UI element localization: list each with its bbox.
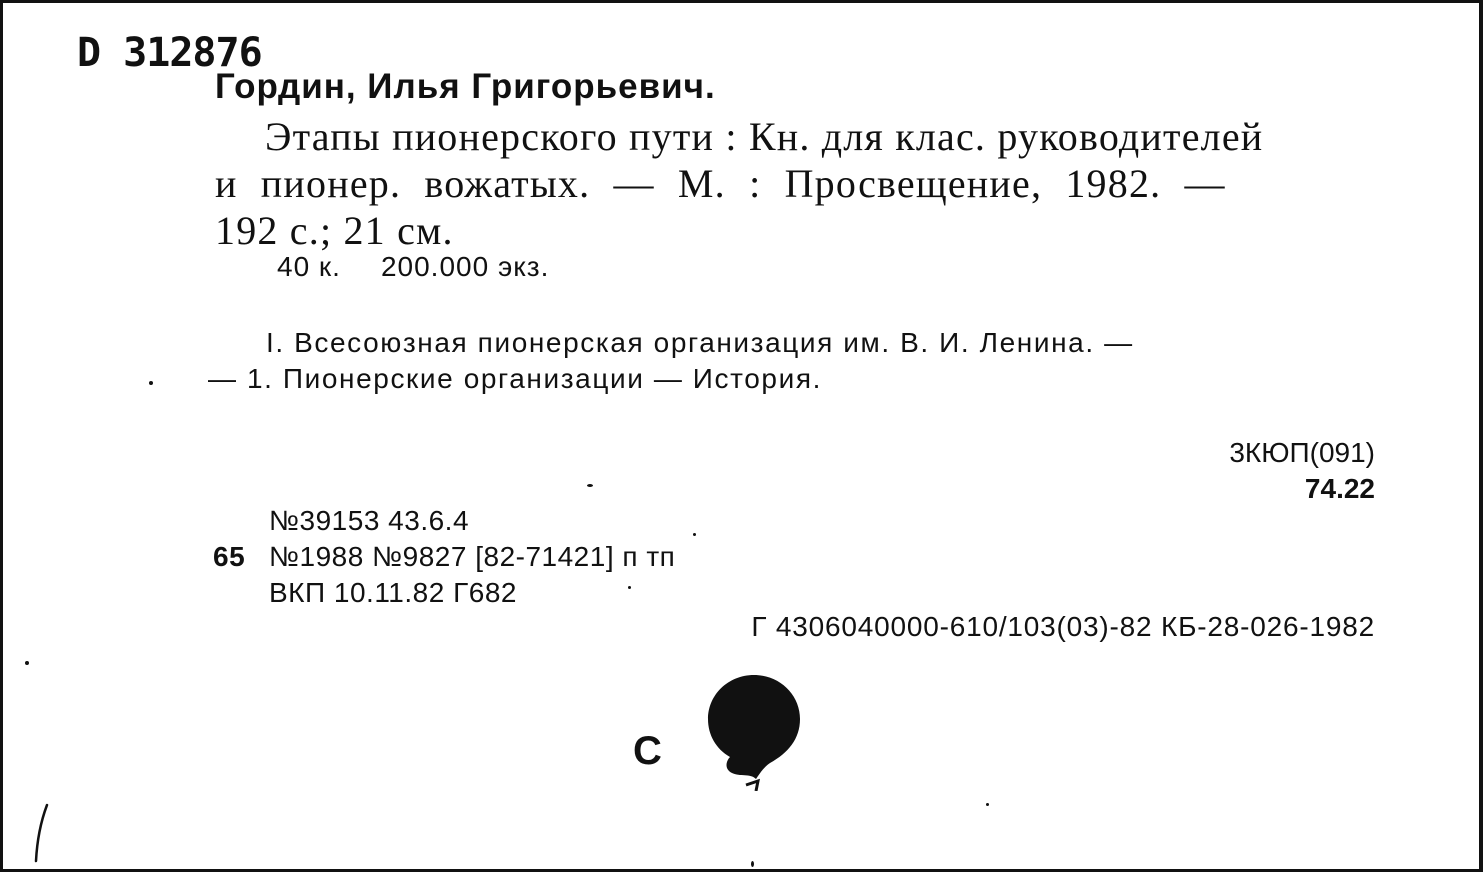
- registration-line: [213, 503, 675, 539]
- registration-line: [213, 575, 675, 611]
- speck: [587, 484, 593, 487]
- title-line: 192 с.; 21 см.: [215, 208, 454, 253]
- speck: [25, 661, 29, 665]
- registration-text: №1988 №9827 [82-71421] п тп: [269, 541, 676, 572]
- publisher-code-line: Г 4306040000-610/103(03)-82 КБ-28-026-1982: [751, 611, 1375, 642]
- registration-text: ВКП 10.11.82 Г682: [269, 577, 517, 608]
- speck: [751, 861, 754, 867]
- title-description: [215, 113, 1385, 254]
- subject-headings: [208, 325, 1134, 397]
- registration-text: №39153 43.6.4: [269, 505, 470, 536]
- classification: [1229, 435, 1375, 507]
- left-number: 65: [213, 541, 246, 572]
- card-mark-letter: С: [633, 729, 662, 773]
- registration-block: [213, 503, 675, 611]
- price: 40 к.: [277, 251, 341, 282]
- punch-hole: [706, 673, 802, 791]
- speck: [693, 533, 696, 536]
- call-number: D 312876: [77, 30, 262, 76]
- speck: [986, 803, 989, 806]
- subject-line: — 1. Пионерские организации — История.: [208, 363, 822, 394]
- bbk-index: 74.22: [1304, 473, 1375, 504]
- author-heading: Гордин, Илья Григорьевич.: [215, 67, 716, 106]
- classification-code: 3КЮП(091): [1229, 437, 1375, 468]
- title-line: Этапы пионерского пути : Кн. для клас. руководителей: [265, 114, 1264, 159]
- registration-line: [213, 539, 675, 575]
- pencil-mark: [27, 801, 63, 865]
- price-line: [277, 253, 549, 281]
- speck: [149, 381, 153, 385]
- subject-line: I. Всесоюзная пионерская организация им. В. И. Ленина. —: [266, 327, 1134, 358]
- speck: [628, 586, 631, 589]
- title-line: и пионер. вожатых. — М. : Просвещение, 1982. —: [215, 161, 1226, 206]
- print-run: 200.000 экз.: [380, 251, 550, 282]
